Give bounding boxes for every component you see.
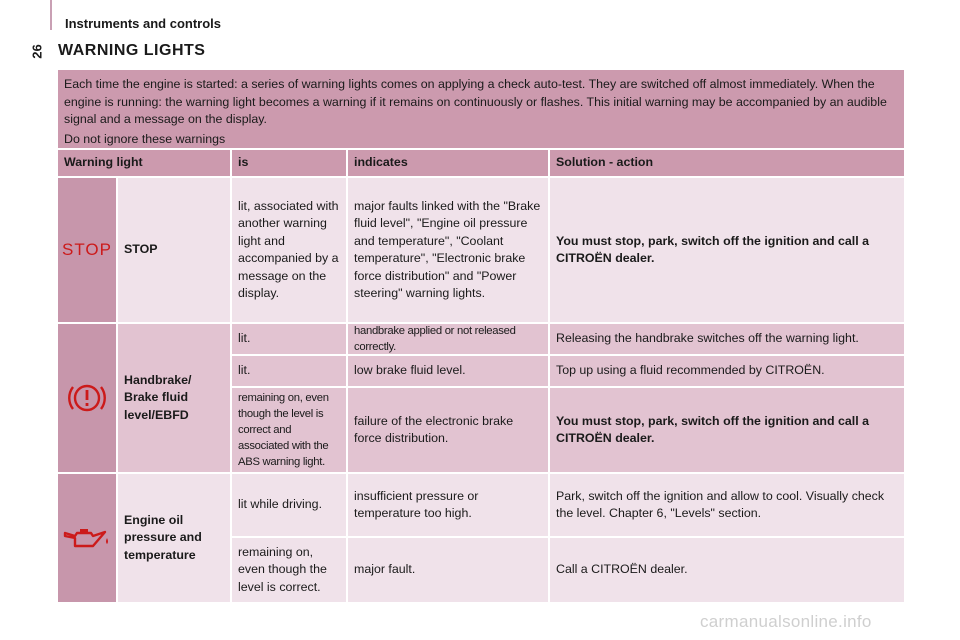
cell-action: Call a CITROËN dealer. — [550, 538, 904, 602]
cell-is: lit. — [232, 324, 346, 354]
cell-indicates: failure of the electronic brake force distribution. — [348, 388, 548, 472]
cell-action: Releasing the handbrake switches off the warning light. — [550, 324, 904, 354]
cell-action: You must stop, park, switch off the ignition and call a CITROËN dealer. — [550, 178, 904, 322]
page-rule — [50, 0, 52, 30]
intro-text: Each time the engine is started: a series of warning lights comes on applying a check auto-test. They are switched off almost immediately. When the engine is running: the warning light becomes a warning if it remains on continuously or flashes. This initial warning may be accompanied by an audible signal and a message on the display. — [64, 77, 887, 126]
cell-is: lit. — [232, 356, 346, 386]
header-indicates: indicates — [348, 150, 548, 176]
stop-warning-icon — [58, 178, 116, 322]
cell-indicates: major fault. — [348, 538, 548, 602]
header-solution: Solution - action — [550, 150, 904, 176]
intro-box — [58, 70, 904, 148]
cell-indicates: insufficient pressure or temperature too high. — [348, 474, 548, 536]
row-name-brake: Handbrake/ Brake fluid level/EBFD — [118, 324, 230, 472]
stop-warning-icon-text: STOP — [62, 240, 112, 260]
cell-is: remaining on, even though the level is correct. — [232, 538, 346, 602]
cell-action: Top up using a fluid recommended by CITROËN. — [550, 356, 904, 386]
header-is: is — [232, 150, 346, 176]
header-warning-light: Warning light — [58, 150, 230, 176]
cell-indicates: major faults linked with the "Brake fluid level", "Engine oil pressure and temperature", "Coolant temperature", "Electronic brake force distribution" and "Power steering" warning lights. — [348, 178, 548, 322]
brake-warning-icon — [58, 324, 116, 472]
oil-can-icon — [58, 474, 116, 602]
cell-is: lit while driving. — [232, 474, 346, 536]
intro-note: Do not ignore these warnings — [64, 131, 226, 146]
section-header: Instruments and controls — [65, 16, 222, 31]
watermark: carmanualsonline.info — [700, 612, 872, 631]
cell-action: You must stop, park, switch off the ignition and call a CITROËN dealer. — [550, 388, 904, 472]
page-title: WARNING LIGHTS — [58, 42, 206, 59]
brake-warning-icon-svg — [65, 376, 109, 420]
cell-is: remaining on, even though the level is correct and associated with the ABS warning light. — [232, 388, 346, 472]
row-name-engine-oil: Engine oil pressure and temperature — [118, 474, 230, 602]
oil-can-icon-svg — [63, 524, 111, 552]
cell-indicates: handbrake applied or not released correctly. — [348, 324, 548, 354]
cell-action: Park, switch off the ignition and allow to cool. Visually check the level. Chapter 6, "Levels" section. — [550, 474, 904, 536]
page-number: 26 — [29, 44, 45, 59]
row-name-stop: STOP — [118, 178, 230, 322]
cell-is: lit, associated with another warning light and accompanied by a message on the display. — [232, 178, 346, 322]
cell-indicates: low brake fluid level. — [348, 356, 548, 386]
